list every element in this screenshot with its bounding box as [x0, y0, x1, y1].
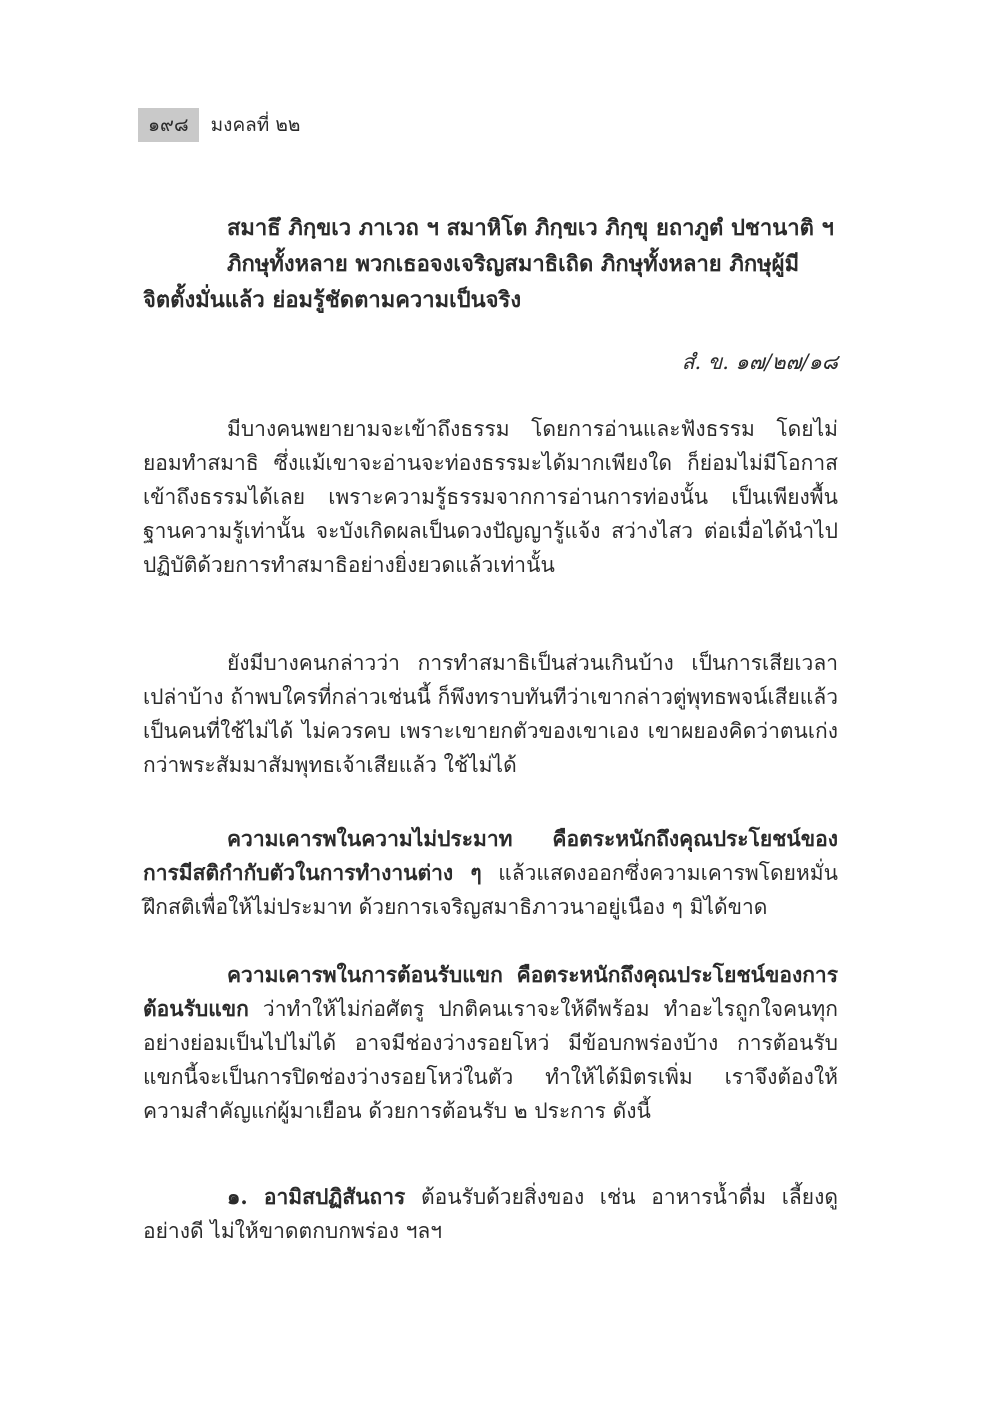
- paragraph-3-text: แล้วแสดงออกซึ่งความเคารพโดยหมั่นฝึกสติเพื่อให้ไม่ประมาท ด้วยการเจริญสมาธิภาวนาอยู่เนือง ๆ มิได้ขาด: [143, 861, 838, 919]
- paragraph-5: [143, 1180, 838, 1248]
- paragraph-3: [143, 822, 838, 924]
- quote-line-2: ภิกษุทั้งหลาย พวกเธอจงเจริญสมาธิเถิด ภิกษุทั้งหลาย ภิกษุผู้มี: [227, 251, 800, 277]
- pali-quote: [143, 210, 838, 318]
- paragraph-4-text: ว่าทำให้ไม่ก่อศัตรู ปกติคนเราจะให้ดีพร้อม ทำอะไรถูกใจคนทุกอย่างย่อมเป็นไปไม่ได้ อาจมีช่องว่างรอยโหว่ มีข้อบกพร่องบ้าง การต้อนรับแขกนี้จะเป็นการปิดช่องว่างรอยโหว่ในตัว ทำให้ได้มิตรเพิ่ม เราจึงต้องให้ความสำคัญแก่ผู้มาเยือน ด้วยการต้อนรับ ๒ ประการ ดังนี้: [143, 997, 838, 1123]
- term-heedfulness: ความเคารพในความไม่ประมาท คือตระหนักถึงคุณประโยชน์ของการมีสติกำกับตัวในการทำงานต่าง ๆ: [143, 826, 838, 885]
- quote-line-1: สมาธึ ภิกฺขเว ภาเวถ ฯ สมาหิโต ภิกฺขเว ภิกฺขุ ยถาภูตํ ปชานาติ ฯ: [227, 215, 834, 241]
- quote-line-3: จิตตั้งมั่นแล้ว ย่อมรู้ชัดตามความเป็นจริง: [143, 287, 522, 313]
- paragraph-5-text: ต้อนรับด้วยสิ่งของ เช่น อาหารน้ำดื่ม เลี้ยงดูอย่างดี ไม่ให้ขาดตกบกพร่อง ฯลฯ: [143, 1185, 838, 1243]
- quote-reference: สํ. ข. ๑๗/๒๗/๑๘: [681, 350, 838, 374]
- term-hospitality: ความเคารพในการต้อนรับแขก คือตระหนักถึงคุณประโยชน์ของการต้อนรับแขก: [143, 962, 838, 1021]
- chapter-title: มงคลที่ ๒๒: [210, 114, 301, 136]
- paragraph-2: ยังมีบางคนกล่าวว่า การทำสมาธิเป็นส่วนเกินบ้าง เป็นการเสียเวลาเปล่าบ้าง ถ้าพบใครที่กล่าวเช่นนี้ ก็พึงทราบทันทีว่าเขากล่าวตู่พุทธพจน์เสียแล้ว เป็นคนที่ใช้ไม่ได้ ไม่ควรคบ เพราะเขายกตัวของเขาเอง เขาผยองคิดว่าตนเก่งกว่าพระสัมมาสัมพุทธเจ้าเสียแล้ว ใช้ไม่ได้: [143, 651, 838, 777]
- page-number: ๑๙๘: [138, 108, 199, 142]
- paragraph-4: [143, 958, 838, 1128]
- term-amisa: ๑. อามิสปฏิสันถาร: [227, 1184, 406, 1209]
- page-header: [138, 108, 300, 142]
- paragraph-1: มีบางคนพยายามจะเข้าถึงธรรม โดยการอ่านและฟังธรรม โดยไม่ยอมทำสมาธิ ซึ่งแม้เขาจะอ่านจะท่องธรรมะได้มากเพียงใด ก็ย่อมไม่มีโอกาสเข้าถึงธรรมได้เลย เพราะความรู้ธรรมจากการอ่านการท่องนั้น เป็นเพียงพื้นฐานความรู้เท่านั้น จะบังเกิดผลเป็นดวงปัญญารู้แจ้ง สว่างไสว ต่อเมื่อได้นำไปปฏิบัติด้วยการทำสมาธิอย่างยิ่งยวดแล้วเท่านั้น: [143, 417, 838, 577]
